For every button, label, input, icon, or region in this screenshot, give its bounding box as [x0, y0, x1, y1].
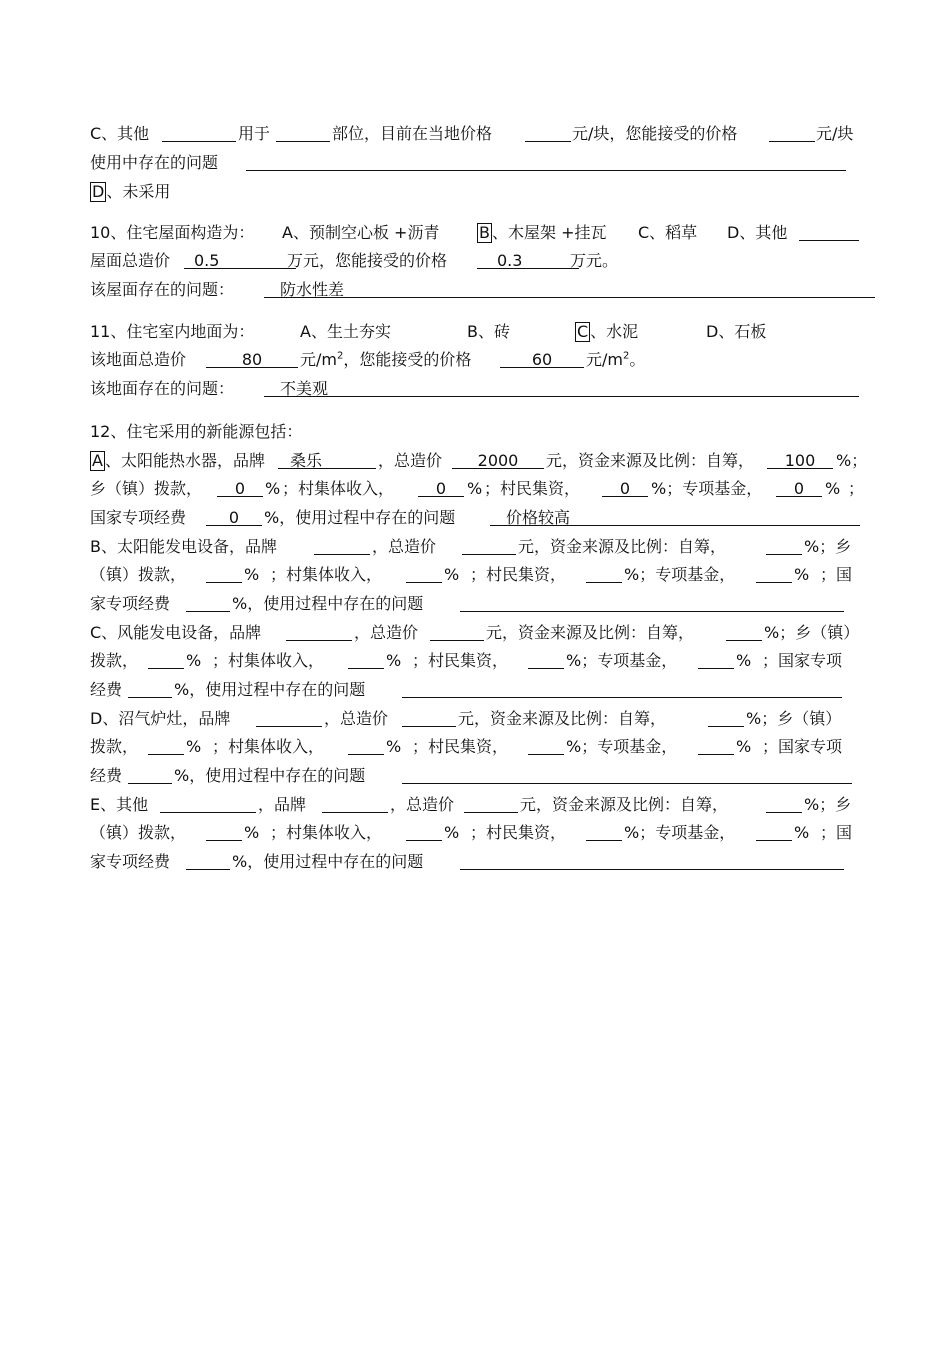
q12-d-brand-input[interactable]	[256, 707, 322, 727]
q9c-label: C、其他	[90, 124, 150, 143]
q10-accept-input[interactable]: 0.3	[477, 249, 579, 269]
q12-a-line2: 乡（镇）拨款， 0 % ；村集体收入， 0 % ；村民集资， 0 %；专项基金， 0 % ；	[90, 479, 865, 498]
q10-opt-c[interactable]: C、稻草	[638, 223, 698, 242]
q12-c-cost-input[interactable]	[430, 621, 484, 641]
q12-a-checkbox[interactable]: A	[92, 451, 103, 470]
q10-line3: 该屋面存在的问题： 防水性差	[90, 278, 860, 302]
q12-e-brand-input[interactable]	[322, 793, 388, 813]
q10-problem-input[interactable]: 防水性差	[264, 278, 875, 298]
q12-a-problem-input[interactable]: 价格较高	[490, 506, 860, 526]
q12-a-special-input[interactable]: 0	[776, 477, 822, 497]
q11-problem-input[interactable]: 不美观	[264, 377, 859, 397]
q11-opt-c-checkbox[interactable]: C	[577, 322, 589, 341]
q10-cost-input[interactable]: 0.5	[184, 249, 296, 269]
q12-e-national-input[interactable]	[186, 850, 230, 870]
q12-e-town-input[interactable]	[206, 821, 242, 841]
q12-e-other-input[interactable]	[160, 793, 256, 813]
q12-e-line2: （镇）拨款， % ；村集体收入， % ；村民集资， %；专项基金， % ；国	[90, 823, 853, 842]
q12-d-national-input[interactable]	[128, 764, 172, 784]
q12-e-line1: E、其他 ，品牌 ，总造价 元，资金来源及比例：自筹， %；乡	[90, 795, 852, 814]
q12-b-brand-input[interactable]	[314, 535, 370, 555]
q12-b-national-input[interactable]	[186, 592, 230, 612]
q12-a-self-input[interactable]: 100	[767, 449, 833, 469]
q11-title: 11、住宅室内地面为：	[90, 322, 255, 341]
q12-d-self-input[interactable]	[708, 707, 744, 727]
q12-e-line3: 家专项经费 %，使用过程中存在的问题	[90, 850, 860, 874]
q12-b-village-input[interactable]	[406, 563, 442, 583]
q11-line2: 该地面总造价 80 元$/m^2$，您能接受的价格 60 元$/m^2$。	[90, 350, 646, 369]
q12-a-village-input[interactable]: 0	[418, 477, 464, 497]
q12-c-village-input[interactable]	[348, 649, 384, 669]
q9c-other-blank[interactable]	[162, 122, 236, 142]
q9c-accept-blank[interactable]	[769, 122, 815, 142]
q12-b-line1: B、太阳能发电设备，品牌 ，总造价 元，资金来源及比例：自筹， %；乡	[90, 537, 852, 556]
q9d-checkbox[interactable]: D	[92, 182, 105, 201]
q12-d-line1: D、沼气炉灶，品牌 ，总造价 元，资金来源及比例：自筹， %；乡（镇）	[90, 709, 842, 728]
q11-accept-input[interactable]: 60	[500, 348, 584, 368]
q9c-line2: 使用中存在的问题	[90, 151, 860, 175]
q12-b-town-input[interactable]	[206, 563, 242, 583]
q12-c-self-input[interactable]	[726, 621, 762, 641]
q12-e-self-input[interactable]	[766, 793, 802, 813]
q12-a-brand-input[interactable]: 桑乐	[278, 449, 376, 469]
q9c-price-blank[interactable]	[525, 122, 571, 142]
q11-cost-input[interactable]: 80	[206, 348, 298, 368]
q12-b-special-input[interactable]	[756, 563, 792, 583]
q12-d-cost-input[interactable]	[402, 707, 456, 727]
q12-d-line3: 经费 %，使用过程中存在的问题	[90, 764, 860, 788]
q12-b-self-input[interactable]	[766, 535, 802, 555]
q12-a-line1: A 、太阳能热水器，品牌 桑乐 ，总造价 2000 元，资金来源及比例：自筹， 100 %；	[92, 451, 868, 470]
q12-a-national-input[interactable]: 0	[206, 506, 262, 526]
q9c-position-blank[interactable]	[276, 122, 330, 142]
q12-b-line2: （镇）拨款， % ；村集体收入， % ；村民集资， %；专项基金， % ；国	[90, 565, 853, 584]
q12-c-brand-input[interactable]	[286, 621, 352, 641]
q10-opt-d[interactable]: D、其他	[727, 223, 788, 242]
q12-d-special-input[interactable]	[698, 735, 734, 755]
q12-c-special-input[interactable]	[698, 649, 734, 669]
q12-c-line2: 拨款， % ；村集体收入， % ；村民集资， %；专项基金， % ；国家专项	[90, 651, 843, 670]
q9c-problem-blank[interactable]	[246, 151, 846, 171]
q10-title: 10、住宅屋面构造为：	[90, 223, 255, 242]
q12-c-town-input[interactable]	[148, 649, 184, 669]
q12-d-problem-input[interactable]	[402, 764, 852, 784]
q12-b-cost-input[interactable]	[462, 535, 516, 555]
q11-line1: 11、住宅室内地面为： A、生土夯实 B、砖 C 、水泥 D、石板	[90, 320, 860, 344]
q11-opt-d[interactable]: D、石板	[706, 322, 767, 341]
q11-opt-b[interactable]: B、砖	[467, 322, 510, 341]
q11-opt-a[interactable]: A、生土夯实	[300, 322, 391, 341]
q10-opt-a[interactable]: A、预制空心板 +沥青	[282, 223, 440, 242]
q12-d-town-input[interactable]	[148, 735, 184, 755]
q12-e-village-input[interactable]	[406, 821, 442, 841]
q12-e-special-input[interactable]	[756, 821, 792, 841]
q12-d-villagers-input[interactable]	[528, 735, 564, 755]
q12-b-villagers-input[interactable]	[586, 563, 622, 583]
q10-opt-b-checkbox[interactable]: B	[479, 223, 490, 242]
q12-c-national-input[interactable]	[128, 678, 172, 698]
q12-title: 12、住宅采用的新能源包括：	[90, 422, 303, 441]
q12-c-line1: C、风能发电设备，品牌 ，总造价 元，资金来源及比例：自筹， %；乡（镇）	[90, 623, 860, 642]
q9d-line: D 、未采用	[92, 182, 171, 201]
q12-e-villagers-input[interactable]	[586, 821, 622, 841]
q12-c-problem-input[interactable]	[402, 678, 842, 698]
q12-a-line3: 国家专项经费 0 %，使用过程中存在的问题 价格较高	[90, 506, 860, 530]
q9c-line1: C、其他 用于 部位，目前在当地价格 元/块，您能接受的价格 元/块	[90, 122, 860, 146]
q12-a-town-input[interactable]: 0	[217, 477, 263, 497]
q11-line3: 该地面存在的问题： 不美观	[90, 377, 860, 401]
q12-c-villagers-input[interactable]	[528, 649, 564, 669]
q10-other-blank[interactable]	[799, 221, 859, 241]
q10-line1: 10、住宅屋面构造为： A、预制空心板 +沥青 B 、木屋架 +挂瓦 C、稻草 D、其他	[90, 221, 860, 245]
q10-line2: 屋面总造价 0.5 万元，您能接受的价格 0.3 万元。	[90, 251, 619, 270]
q12-a-cost-input[interactable]: 2000	[452, 449, 544, 469]
q12-b-line3: 家专项经费 %，使用过程中存在的问题	[90, 592, 860, 616]
q12-b-problem-input[interactable]	[460, 592, 844, 612]
q12-c-line3: 经费 %，使用过程中存在的问题	[90, 678, 860, 702]
q12-e-cost-input[interactable]	[464, 793, 518, 813]
q12-d-line2: 拨款， % ；村集体收入， % ；村民集资， %；专项基金， % ；国家专项	[90, 737, 843, 756]
q12-e-problem-input[interactable]	[460, 850, 844, 870]
q12-d-village-input[interactable]	[348, 735, 384, 755]
q12-a-villagers-input[interactable]: 0	[602, 477, 648, 497]
